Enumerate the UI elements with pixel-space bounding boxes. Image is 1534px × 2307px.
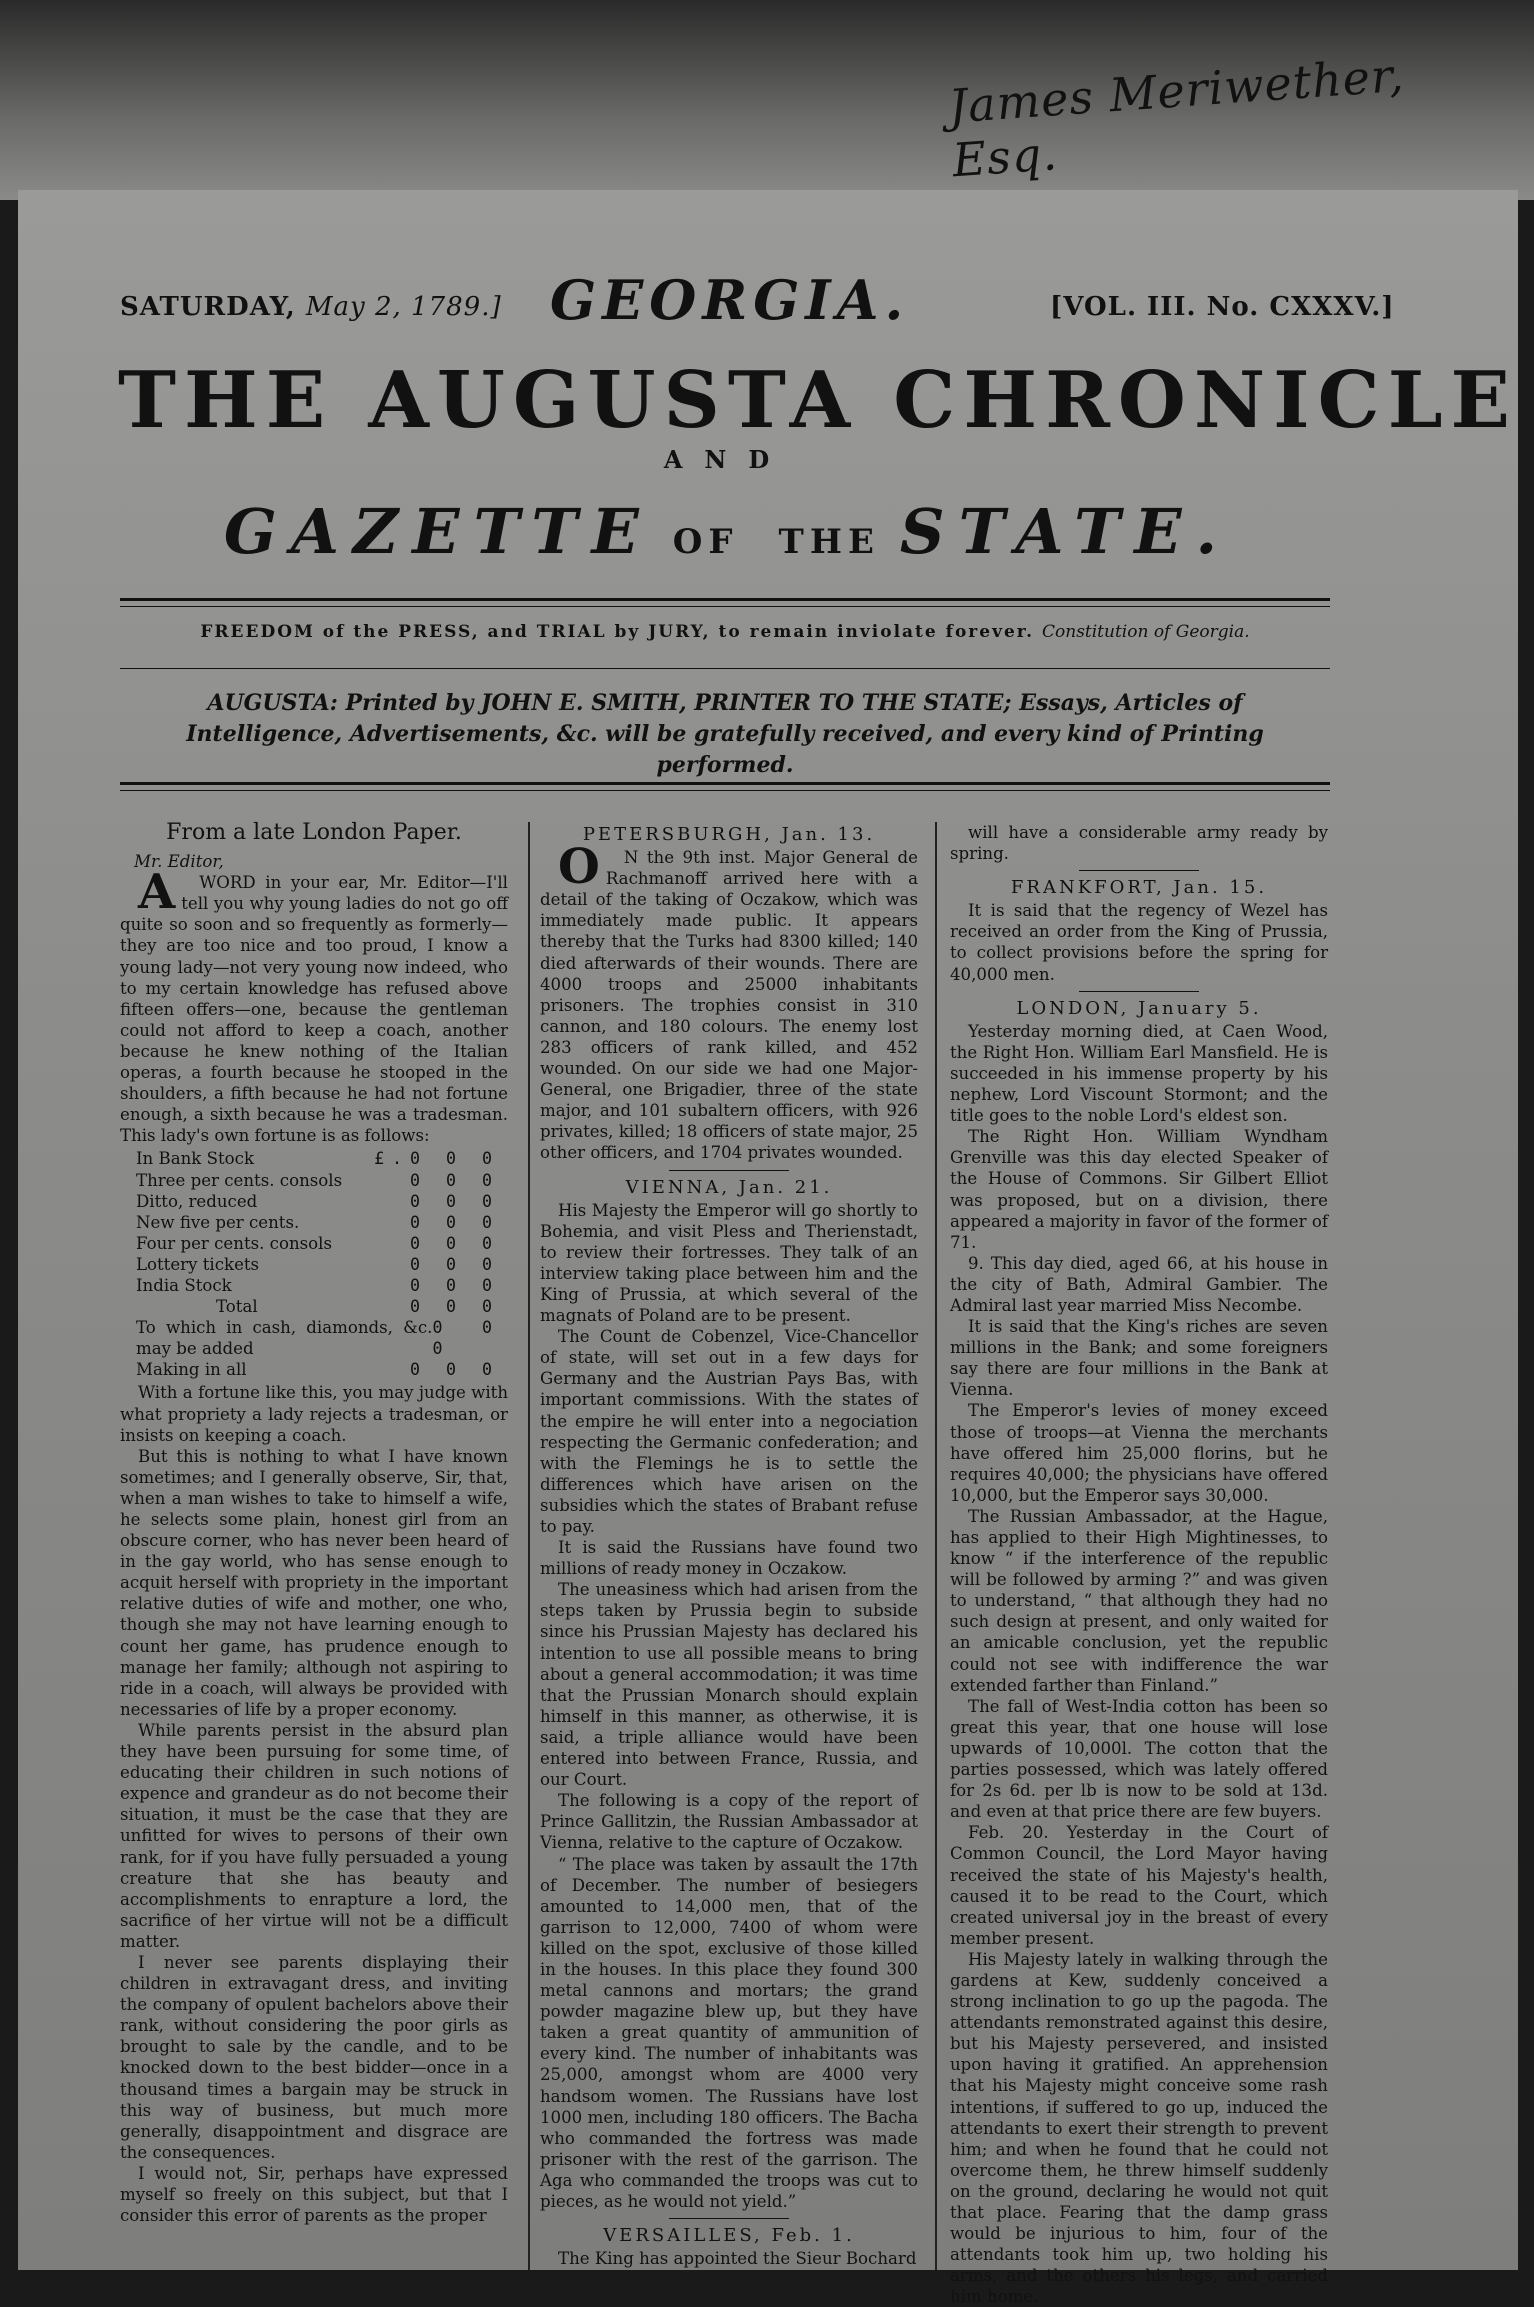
- issue-date: SATURDAY, May 2, 1789.]: [120, 292, 502, 322]
- article-paragraph: It is said the Russians have found two millions of ready money in Oczakow.: [540, 1538, 918, 1579]
- section-divider: [1079, 870, 1199, 871]
- article-paragraph: O N the 9th inst. Major General de Rachmanoff arrived here with a detail of the taking of Oczakow, which was immediately made public. It appears thereby that the Turks had 8300 killed; 140 died afterwards of their wounds. There are 4000 troops and 25000 inhabitants prisoners. The trophies consist in 310 cannon, and 180 colours. The enemy lost 283 officers of rank killed, and 452 wounded. On our side we had one Major-General, one Brigadier, three of the state major, and 101 subaltern officers, with 926 privates, killed; 18 officers of state major, 25 other officers, and 1704 privates wounded.: [540, 839, 918, 1163]
- article-paragraph: The fall of West-India cotton has been so great this year, that one house will lose upwards of 10,000l. The cotton that the parties possessed, which was lately offered for 2s 6d. per lb is now to be sold at 13d. and even at that price there are few buyers.: [950, 1696, 1328, 1822]
- article-paragraph: His Majesty the Emperor will go shortly to Bohemia, and visit Pless and Therienstadt, to review their fortresses. They talk of an interview taking place between him and the King of Prussia, at which several of the magnats of Poland are to be present.: [540, 1200, 918, 1326]
- column-divider: [528, 822, 530, 2270]
- dateline-vienna: VIENNA, Jan. 21.: [625, 1176, 833, 1198]
- article-paragraph: His Majesty lately in walking through the gardens at Kew, suddenly conceived a strong inclination to go up the pagoda. The attendants remonstrated against this desire, but his Majesty persevered, and insisted upon having it gratified. An apprehension that his Majesty might conceive some rash intentions, if suffered to go up, induced the attendants to exert their strength to prevent him; and when he found that he could not overcome them, he threw himself suddenly on the ground, declaring he would not quit that place. Fearing that the damp grass would be injurious to him, four of the attendants took him up, two holding his arms, and the others his legs, and carried him home.: [950, 1949, 1328, 2307]
- article-paragraph: The Right Hon. William Wyndham Grenville was this day elected Speaker of the House of Commons. Sir Gilbert Elliot was proposed, but on a division, there appeared a majority in favor of the former of 71.: [950, 1127, 1328, 1252]
- article-paragraph: “ The place was taken by assault the 17th of December. The number of besiegers amounted to 14,000 men, that of the garrison to 12,000, 7400 of whom were killed on the spot, exclusive of those killed in the houses. In this place they found 300 metal cannons and mortars; the grand powder magazine blew up, but they have taken a great quantity of ammunition of every kind. The number of inhabitants was 25,000, amongst whom are 4000 very handsom women. The Russians have lost 1000 men, including 180 officers. The Bacha who commanded the fortress was made prisoner with the rest of the garrison. The Aga who commanded the troops was cut to pieces, as he would not yield.”: [540, 1854, 918, 2211]
- article-paragraph: A WORD in your ear, Mr. Editor—I'll tell you why young ladies do not go off quite so soon and so frequently as formerly—they are too nice and too proud, I know a young lady—not very young now indeed, who to my certain knowledge has refused above fifteen offers—one, because the gentleman could not afford to keep a coach, another because he knew nothing of the Italian operas, a fourth because he stooped in the shoulders, a fifth because he had not fortune enough, a sixth because he was a tradesman. This lady's own fortune is as follows:: [120, 864, 508, 1146]
- column-3: [950, 822, 1328, 2307]
- table-row-total: Total 0 0 0: [216, 1297, 500, 1317]
- column-divider: [935, 822, 937, 2270]
- motto: FREEDOM of the PRESS, and TRIAL by JURY, to remain inviolate forever. Constitution of Georgia.: [200, 622, 1250, 642]
- newspaper-title: THE AUGUSTA CHRONICLE: [118, 355, 1519, 446]
- section-divider: [669, 2218, 789, 2219]
- article-paragraph: Yesterday morning died, at Caen Wood, the Right Hon. William Earl Mansfield. He is succeeded in his immense property by his nephew, Lord Viscount Stormont; and the title goes to the noble Lord's eldest son.: [950, 1021, 1328, 1126]
- imprint-rule-thin: [120, 790, 1330, 791]
- article-paragraph: I never see parents displaying their children in extravagant dress, and inviting the company of opulent bachelors above their rank, without considering the poor girls as brought to sale by the candle, and to be knocked down to the best bidder—once in a thousand times a bargain may be struck in this way of business, but much more generally, disappointment and disgrace are the consequences.: [120, 1952, 508, 2162]
- state-banner: GEORGIA.: [550, 268, 910, 332]
- volume-number: [VOL. III. No. CXXXV.]: [1050, 292, 1395, 322]
- handwritten-signature: James Meriwether, Esq.: [946, 47, 1407, 188]
- masthead-rule: [120, 598, 1330, 601]
- article-paragraph: It is said that the King's riches are seven millions in the Bank; and some foreigners say there are four millions in the Bank at Vienna.: [950, 1317, 1328, 1400]
- article-heading: From a late London Paper.: [166, 820, 462, 845]
- article-paragraph: With a fortune like this, you may judge with what propriety a lady rejects a tradesman, or insists on keeping a coach.: [120, 1383, 508, 1445]
- imprint-rule: [120, 782, 1330, 785]
- dateline-versailles: VERSAILLES, Feb. 1.: [603, 2225, 855, 2247]
- article-paragraph: The Emperor's levies of money exceed those of troops—at Vienna the merchants have offered him 25,000 florins, but he requires 40,000; the physicians have offered 10,000, but the Emperor says 30,000.: [950, 1401, 1328, 1505]
- article-paragraph: It is said that the regency of Wezel has received an order from the King of Prussia, to collect provisions before the spring for 40,000 men.: [950, 901, 1328, 984]
- dateline-london: LONDON, January 5.: [1016, 997, 1262, 1019]
- article-paragraph: 9. This day died, aged 66, at his house in the city of Bath, Admiral Gambier. The Admiral last year married Miss Necombe.: [950, 1253, 1328, 1315]
- dateline-petersburgh: PETERSBURGH, Jan. 13.: [582, 824, 876, 845]
- table-row: In Bank Stock £.0 0 0: [136, 1149, 500, 1169]
- masthead-rule-thin: [120, 606, 1330, 607]
- article-paragraph: will have a considerable army ready by spring.: [950, 823, 1328, 864]
- dateline-frankfort: FRANKFORT, Jan. 15.: [1010, 877, 1268, 899]
- table-row-added: To which in cash, diamonds, &c. may be added 0 0 0: [136, 1318, 500, 1359]
- title-and: AND: [663, 445, 792, 474]
- table-row: Ditto, reduced 0 0 0: [136, 1191, 500, 1211]
- table-row: Lottery tickets 0 0 0: [136, 1254, 500, 1274]
- section-divider: [669, 1170, 789, 1171]
- salutation: Mr. Editor,: [134, 852, 224, 872]
- article-paragraph: But this is nothing to what I have known sometimes; and I generally observe, Sir, that, when a man wishes to take to himself a wife, he selects some plain, honest girl from an obscure corner, who has never been heard of in the gay world, who has sense enough to acquit herself with propriety in the important relative duties of wife and mother, one who, though she may not have learning enough to count her game, has prudence enough to manage her family; although not aspiring to ride in a coach, will always be provided with necessaries of life by a proper economy.: [120, 1446, 508, 1719]
- drop-cap: A: [138, 864, 176, 921]
- column-2: [540, 822, 918, 2269]
- fortune-table: [136, 1148, 508, 1380]
- article-paragraph: The King has appointed the Sieur Bochard: [558, 2249, 917, 2269]
- article-paragraph: The Count de Cobenzel, Vice-Chancellor of state, will set out in a few days for Germany and the Austrian Pays Bas, with important commissions. With the states of the empire he will enter into a negociation respecting the Germanic confederation; and with the Flemings he is to settle the differences which have arisen on the subsidies which the states of Brabant refuse to pay.: [540, 1327, 918, 1536]
- table-row: Three per cents. consols 0 0 0: [136, 1170, 500, 1190]
- article-paragraph: Feb. 20. Yesterday in the Court of Common Council, the Lord Mayor having received the state of his Majesty's health, caused it to be read to the Court, which created universal joy in the breast of every member present.: [950, 1823, 1328, 1948]
- gazette-line: GAZETTE OF THE STATE.: [223, 495, 1232, 568]
- section-divider: [1079, 991, 1199, 992]
- table-row: New five per cents. 0 0 0: [136, 1212, 500, 1232]
- article-paragraph: While parents persist in the absurd plan they have been pursuing for some time, of educating their children in such notions of expence and grandeur as do not become their situation, it must be the case that they are unfitted for wives to persons of their own rank, for if you have fully persuaded a young creature that she has beauty and accomplishments to enrapture a lord, the sacrifice of her virtue will not be a difficult matter.: [120, 1720, 508, 1951]
- drop-cap: O: [558, 839, 600, 896]
- motto-rule: [120, 668, 1330, 669]
- column-1: [120, 822, 508, 2226]
- article-paragraph: The uneasiness which had arisen from the steps taken by Prussia begin to subside since his Prussian Majesty has declared his intention to use all possible means to bring about a general accommodation; it was time that the Prussian Monarch should explain himself in this manner, as otherwise, it is said, a triple alliance would have been entered into between France, Russia, and our Court.: [540, 1580, 918, 1790]
- table-row-making: Making in all 0 0 0: [136, 1360, 500, 1380]
- printer-imprint: AUGUSTA: Printed by JOHN E. SMITH, PRINTER TO THE STATE; Essays, Articles of Intelligence, Advertisements, &c. will be gratefully received, and every kind of Printing performed.: [186, 690, 1264, 778]
- article-paragraph: I would not, Sir, perhaps have expressed myself so freely on this subject, but that I consider this error of parents as the proper: [120, 2163, 508, 2226]
- article-paragraph: The Russian Ambassador, at the Hague, has applied to their High Mightinesses, to know “ if the interference of the republic will be followed by arming ?” and was given to understand, “ that although they had no such design at present, and only waited for an amicable conclusion, yet the republic could not see with indifference the war extended farther than Finland.”: [950, 1506, 1328, 1695]
- table-row: India Stock 0 0 0: [136, 1275, 500, 1295]
- article-paragraph: The following is a copy of the report of Prince Gallitzin, the Russian Ambassador at Vienna, relative to the capture of Oczakow.: [540, 1791, 918, 1853]
- table-row: Four per cents. consols 0 0 0: [136, 1233, 500, 1253]
